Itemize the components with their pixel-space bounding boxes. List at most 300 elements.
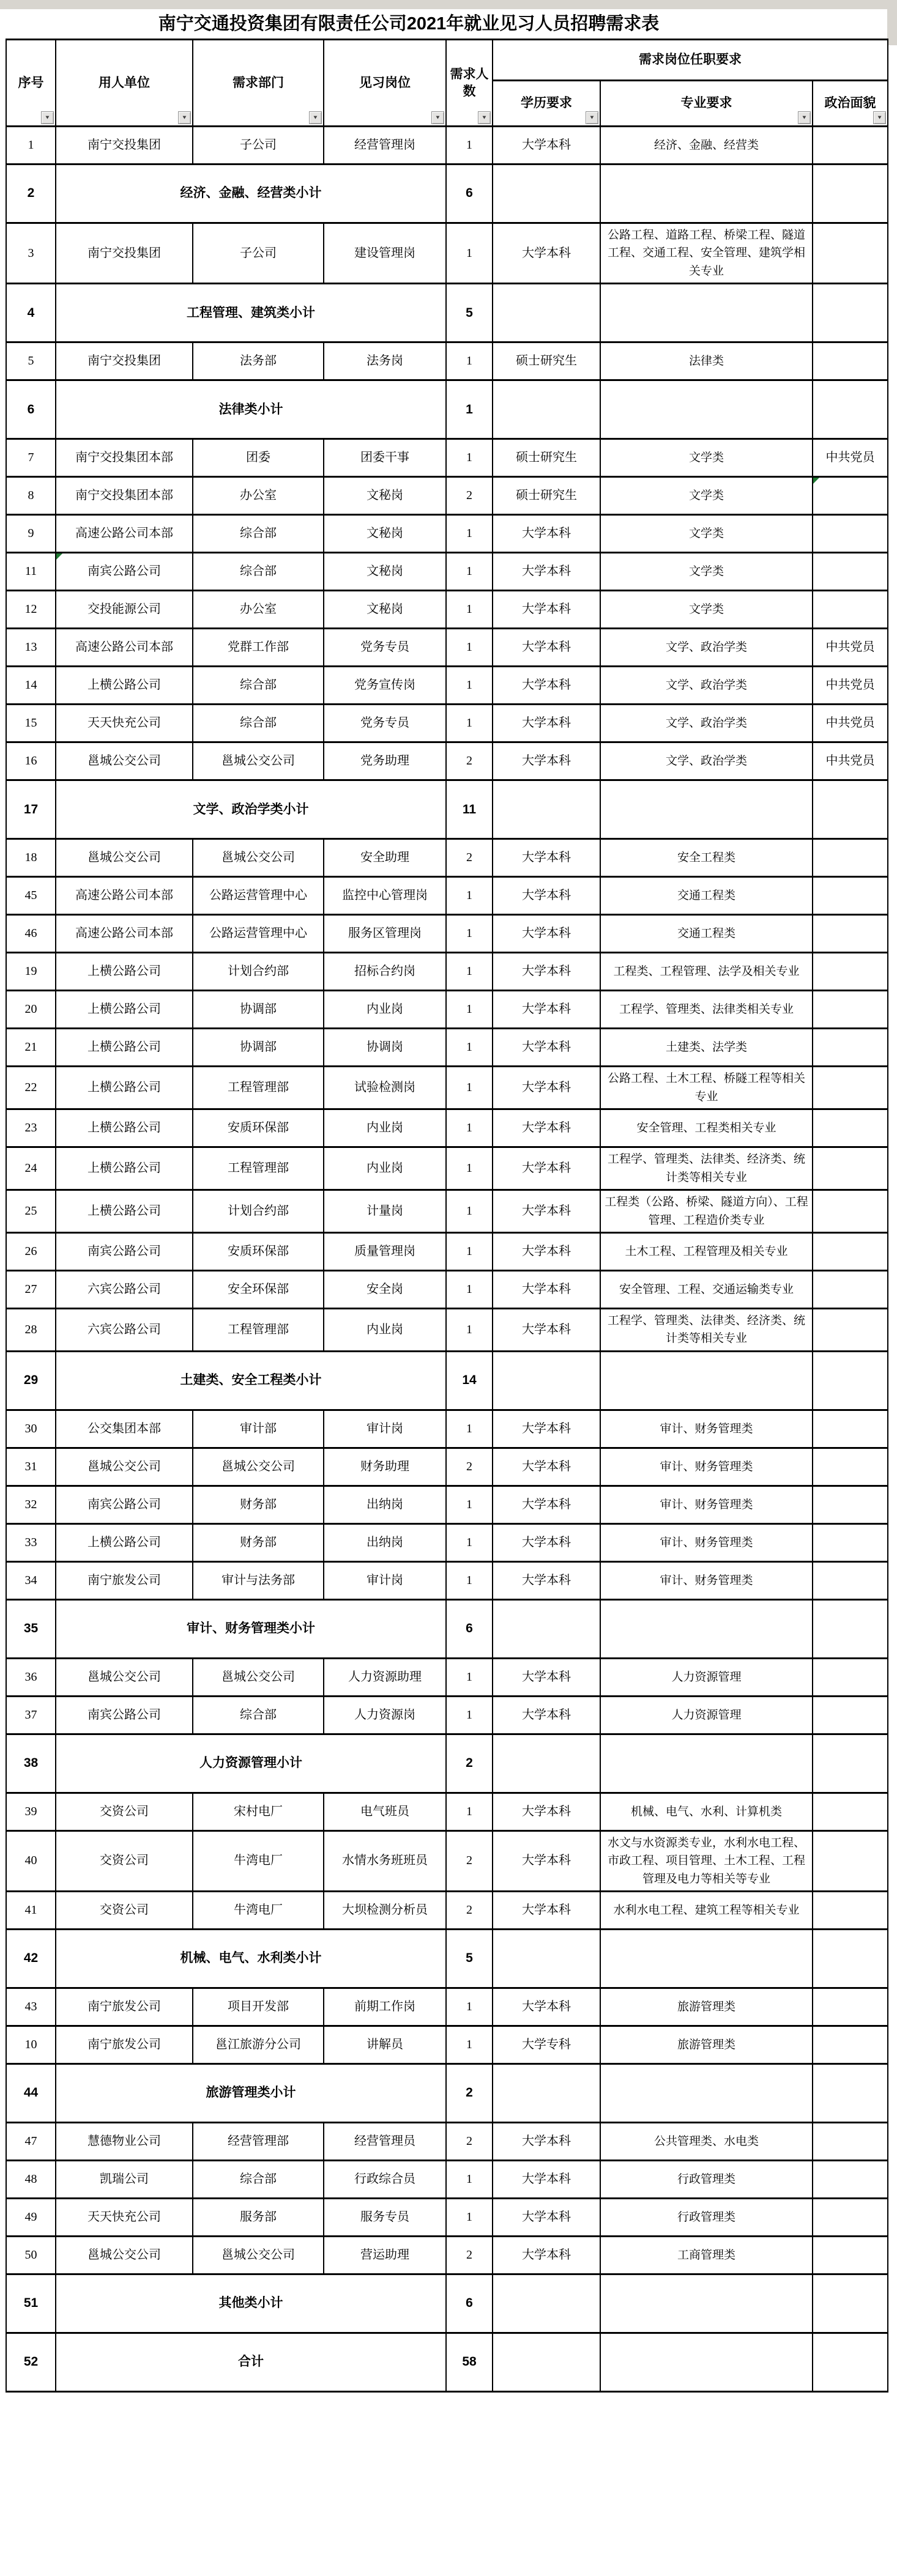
- cell-department: 计划合约部: [193, 1190, 324, 1233]
- cell-index: 42: [6, 1930, 56, 1988]
- table-row: [6, 1147, 888, 1190]
- cell-headcount: 1: [446, 1793, 493, 1830]
- cell-department: 财务部: [193, 1523, 324, 1561]
- cell-politics: 中共党员: [813, 667, 888, 705]
- chevron-down-icon: ▼: [312, 114, 319, 120]
- cell-politics: [813, 1109, 888, 1147]
- filter-button-department[interactable]: [309, 111, 322, 124]
- cell-politics: [813, 1599, 888, 1658]
- cell-politics: [813, 839, 888, 877]
- cell-position: 服务专员: [324, 2199, 446, 2237]
- cell-education: 大学本科: [493, 1988, 600, 2026]
- cell-major: 工程学、管理类、法律类相关专业: [600, 991, 813, 1029]
- cell-education: 大学本科: [493, 1270, 600, 1308]
- cell-politics: [813, 1561, 888, 1599]
- cell-department: 综合部: [193, 2161, 324, 2199]
- cell-education: 大学本科: [493, 1029, 600, 1067]
- cell-employer: 高速公路公司本部: [56, 915, 193, 953]
- table-row: [6, 705, 888, 742]
- cell-index: 43: [6, 1988, 56, 2026]
- cell-education: 大学本科: [493, 629, 600, 667]
- cell-major: 文学、政治学类: [600, 629, 813, 667]
- table-row: [6, 1270, 888, 1308]
- cell-education: [493, 2064, 600, 2123]
- table-row: [6, 1988, 888, 2026]
- cell-index: 47: [6, 2123, 56, 2161]
- cell-position: 出纳岗: [324, 1523, 446, 1561]
- cell-index: 1: [6, 127, 56, 165]
- cell-headcount: 1: [446, 1561, 493, 1599]
- cell-employer: 慧德物业公司: [56, 2123, 193, 2161]
- cell-department: 子公司: [193, 223, 324, 284]
- cell-politics: 中共党员: [813, 742, 888, 780]
- cell-position: 党务助理: [324, 742, 446, 780]
- cell-department: 计划合约部: [193, 953, 324, 991]
- subtotal-row: [6, 1930, 888, 1988]
- cell-politics: [813, 284, 888, 342]
- cell-politics: [813, 1029, 888, 1067]
- cell-education: 大学本科: [493, 667, 600, 705]
- cell-major: 公路工程、道路工程、桥梁工程、隧道工程、交通工程、安全管理、建筑学相关专业: [600, 223, 813, 284]
- cell-index: 34: [6, 1561, 56, 1599]
- table-header: [6, 40, 888, 127]
- cell-politics: [813, 1658, 888, 1696]
- cell-education: 大学本科: [493, 953, 600, 991]
- cell-education: [493, 380, 600, 439]
- cell-index: 25: [6, 1190, 56, 1233]
- cell-headcount: 1: [446, 1147, 493, 1190]
- cell-index: 3: [6, 223, 56, 284]
- cell-index: 12: [6, 591, 56, 629]
- filter-button-education[interactable]: [586, 111, 598, 124]
- table-row: [6, 953, 888, 991]
- cell-index: 21: [6, 1029, 56, 1067]
- cell-department: 党群工作部: [193, 629, 324, 667]
- cell-employer: 南宁交投集团本部: [56, 477, 193, 515]
- table-row: [6, 1658, 888, 1696]
- cell-position: 财务助理: [324, 1448, 446, 1486]
- cell-department: 服务部: [193, 2199, 324, 2237]
- cell-index: 4: [6, 284, 56, 342]
- cell-department: 公路运营管理中心: [193, 915, 324, 953]
- subtotal-row: [6, 780, 888, 839]
- cell-department: 办公室: [193, 591, 324, 629]
- cell-department: 经营管理部: [193, 2123, 324, 2161]
- cell-politics: 中共党员: [813, 705, 888, 742]
- cell-department: 办公室: [193, 477, 324, 515]
- cell-index: 18: [6, 839, 56, 877]
- cell-education: 大学本科: [493, 1658, 600, 1696]
- cell-education: 大学本科: [493, 515, 600, 553]
- header-requirements-group: 需求岗位任职要求: [493, 40, 888, 81]
- header-major: [600, 81, 813, 127]
- cell-education: 大学专科: [493, 2026, 600, 2064]
- cell-position: 服务区管理岗: [324, 915, 446, 953]
- cell-education: [493, 2274, 600, 2333]
- cell-education: 大学本科: [493, 1523, 600, 1561]
- cell-headcount: 1: [446, 991, 493, 1029]
- cell-total-label: 合计: [56, 2333, 446, 2392]
- cell-department: 子公司: [193, 127, 324, 165]
- cell-headcount: 2: [446, 742, 493, 780]
- table-row: [6, 1696, 888, 1734]
- cell-politics: [813, 1930, 888, 1988]
- cell-politics: [813, 2199, 888, 2237]
- cell-position: 文秘岗: [324, 477, 446, 515]
- app-background-strip: [0, 0, 897, 9]
- table-row: [6, 915, 888, 953]
- cell-major: 审计、财务管理类: [600, 1448, 813, 1486]
- cell-headcount: 1: [446, 553, 493, 591]
- table-row: [6, 2199, 888, 2237]
- cell-position: 党务宣传岗: [324, 667, 446, 705]
- cell-employer: 邕城公交公司: [56, 742, 193, 780]
- cell-politics: [813, 1067, 888, 1109]
- cell-politics: [813, 2161, 888, 2199]
- cell-major: 旅游管理类: [600, 2026, 813, 2064]
- cell-department: 团委: [193, 439, 324, 477]
- cell-headcount: 6: [446, 165, 493, 223]
- cell-education: 大学本科: [493, 991, 600, 1029]
- cell-headcount: 1: [446, 2199, 493, 2237]
- cell-employer: 南宾公路公司: [56, 1486, 193, 1523]
- cell-headcount: 2: [446, 2237, 493, 2274]
- cell-position: 内业岗: [324, 1109, 446, 1147]
- header-position-label: 见习岗位: [359, 75, 411, 90]
- cell-politics: [813, 1734, 888, 1793]
- cell-headcount: 1: [446, 915, 493, 953]
- recruitment-table: [6, 39, 888, 2393]
- cell-politics: [813, 165, 888, 223]
- cell-major: [600, 380, 813, 439]
- cell-position: 营运助理: [324, 2237, 446, 2274]
- cell-major: 法律类: [600, 342, 813, 380]
- cell-education: [493, 2333, 600, 2392]
- chevron-down-icon: ▼: [434, 114, 441, 120]
- cell-index: 28: [6, 1308, 56, 1351]
- table-row: [6, 2161, 888, 2199]
- cell-education: 大学本科: [493, 591, 600, 629]
- total-row: [6, 2333, 888, 2392]
- cell-politics: [813, 515, 888, 553]
- cell-department: 邕城公交公司: [193, 2237, 324, 2274]
- cell-major: 文学类: [600, 591, 813, 629]
- cell-politics: [813, 1696, 888, 1734]
- cell-politics: [813, 1410, 888, 1448]
- filter-button-index[interactable]: [41, 111, 54, 124]
- cell-politics: [813, 127, 888, 165]
- header-index: [6, 40, 56, 127]
- filter-button-employer[interactable]: [178, 111, 191, 124]
- subtotal-row: [6, 165, 888, 223]
- cell-major: 经济、金融、经营类: [600, 127, 813, 165]
- table-row: [6, 591, 888, 629]
- cell-index: 27: [6, 1270, 56, 1308]
- cell-position: 党务专员: [324, 629, 446, 667]
- cell-politics: [813, 780, 888, 839]
- cell-employer: 邕城公交公司: [56, 1448, 193, 1486]
- cell-headcount: 1: [446, 342, 493, 380]
- cell-index: 13: [6, 629, 56, 667]
- header-employer-label: 用人单位: [99, 75, 150, 90]
- cell-subtotal-label: 工程管理、建筑类小计: [56, 284, 446, 342]
- cell-position: 审计岗: [324, 1561, 446, 1599]
- cell-index: 38: [6, 1734, 56, 1793]
- cell-headcount: 1: [446, 953, 493, 991]
- cell-index: 6: [6, 380, 56, 439]
- cell-politics: [813, 1830, 888, 1891]
- cell-position: 水情水务班班员: [324, 1830, 446, 1891]
- cell-employer: 南宁旅发公司: [56, 1988, 193, 2026]
- cell-department: 安质环保部: [193, 1109, 324, 1147]
- cell-major: [600, 284, 813, 342]
- filter-button-position[interactable]: [431, 111, 444, 124]
- cell-department: 综合部: [193, 515, 324, 553]
- cell-employer: 上横公路公司: [56, 667, 193, 705]
- cell-position: 安全助理: [324, 839, 446, 877]
- cell-politics: [813, 1270, 888, 1308]
- cell-department: 协调部: [193, 991, 324, 1029]
- cell-major: 工程学、管理类、法律类、经济类、统计类等相关专业: [600, 1147, 813, 1190]
- cell-education: 硕士研究生: [493, 477, 600, 515]
- cell-index: 33: [6, 1523, 56, 1561]
- cell-position: 大坝检测分析员: [324, 1892, 446, 1930]
- cell-major: 安全管理、工程类相关专业: [600, 1109, 813, 1147]
- cell-education: 大学本科: [493, 1561, 600, 1599]
- cell-employer: 高速公路公司本部: [56, 629, 193, 667]
- cell-headcount: 1: [446, 515, 493, 553]
- cell-major: [600, 1351, 813, 1410]
- cell-position: 人力资源助理: [324, 1658, 446, 1696]
- cell-department: 安质环保部: [193, 1232, 324, 1270]
- cell-department: 审计与法务部: [193, 1561, 324, 1599]
- table-row: [6, 1308, 888, 1351]
- cell-department: 牛湾电厂: [193, 1830, 324, 1891]
- cell-department: 宋村电厂: [193, 1793, 324, 1830]
- cell-employer: 高速公路公司本部: [56, 515, 193, 553]
- cell-education: 大学本科: [493, 127, 600, 165]
- cell-education: 大学本科: [493, 1232, 600, 1270]
- cell-education: [493, 1734, 600, 1793]
- cell-headcount: 5: [446, 1930, 493, 1988]
- table-row: [6, 667, 888, 705]
- cell-index: 17: [6, 780, 56, 839]
- cell-index: 41: [6, 1892, 56, 1930]
- cell-department: 协调部: [193, 1029, 324, 1067]
- subtotal-row: [6, 380, 888, 439]
- cell-politics: [813, 877, 888, 915]
- cell-politics: [813, 553, 888, 591]
- cell-major: 审计、财务管理类: [600, 1486, 813, 1523]
- cell-headcount: 5: [446, 284, 493, 342]
- cell-headcount: 1: [446, 1308, 493, 1351]
- cell-department: 财务部: [193, 1486, 324, 1523]
- cell-position: 文秘岗: [324, 591, 446, 629]
- cell-employer: 交资公司: [56, 1793, 193, 1830]
- cell-department: 法务部: [193, 342, 324, 380]
- cell-subtotal-label: 审计、财务管理类小计: [56, 1599, 446, 1658]
- cell-politics: [813, 1351, 888, 1410]
- cell-major: 文学类: [600, 477, 813, 515]
- cell-index: 39: [6, 1793, 56, 1830]
- cell-employer: 公交集团本部: [56, 1410, 193, 1448]
- cell-index: 40: [6, 1830, 56, 1891]
- table-row: [6, 2237, 888, 2274]
- cell-headcount: 2: [446, 1734, 493, 1793]
- cell-employer: 交资公司: [56, 1830, 193, 1891]
- cell-headcount: 1: [446, 1410, 493, 1448]
- cell-headcount: 6: [446, 1599, 493, 1658]
- cell-department: 牛湾电厂: [193, 1892, 324, 1930]
- header-headcount-label: 需求人数: [450, 67, 489, 98]
- cell-major: 审计、财务管理类: [600, 1561, 813, 1599]
- cell-major: 文学、政治学类: [600, 742, 813, 780]
- cell-education: [493, 1930, 600, 1988]
- cell-employer: 天天快充公司: [56, 2199, 193, 2237]
- cell-education: 大学本科: [493, 2199, 600, 2237]
- table-row: [6, 629, 888, 667]
- cell-education: [493, 1599, 600, 1658]
- table-row: [6, 742, 888, 780]
- chevron-down-icon: ▼: [801, 114, 808, 120]
- cell-position: 建设管理岗: [324, 223, 446, 284]
- cell-major: 机械、电气、水利、计算机类: [600, 1793, 813, 1830]
- cell-index: 24: [6, 1147, 56, 1190]
- table-row: [6, 1523, 888, 1561]
- cell-education: 大学本科: [493, 742, 600, 780]
- table-row: [6, 477, 888, 515]
- cell-headcount: 1: [446, 667, 493, 705]
- cell-index: 31: [6, 1448, 56, 1486]
- cell-employer: 六宾公路公司: [56, 1270, 193, 1308]
- table-row: [6, 1109, 888, 1147]
- cell-department: 安全环保部: [193, 1270, 324, 1308]
- cell-employer: 邕城公交公司: [56, 839, 193, 877]
- cell-position: 行政综合员: [324, 2161, 446, 2199]
- cell-headcount: 1: [446, 1270, 493, 1308]
- cell-subtotal-label: 文学、政治学类小计: [56, 780, 446, 839]
- filter-button-headcount[interactable]: [478, 111, 491, 124]
- cell-department: 综合部: [193, 667, 324, 705]
- cell-major: 文学类: [600, 515, 813, 553]
- cell-position: 文秘岗: [324, 553, 446, 591]
- header-row-1: [6, 40, 888, 81]
- cell-headcount: 2: [446, 477, 493, 515]
- cell-position: 监控中心管理岗: [324, 877, 446, 915]
- cell-employer: 天天快充公司: [56, 705, 193, 742]
- header-major-label: 专业要求: [680, 96, 732, 111]
- cell-major: 公共管理类、水电类: [600, 2123, 813, 2161]
- cell-employer: 南宁旅发公司: [56, 2026, 193, 2064]
- cell-employer: 南宁交投集团本部: [56, 439, 193, 477]
- cell-position: 计量岗: [324, 1190, 446, 1233]
- cell-major: 人力资源管理: [600, 1658, 813, 1696]
- cell-education: 大学本科: [493, 1830, 600, 1891]
- cell-index: 14: [6, 667, 56, 705]
- cell-headcount: 1: [446, 223, 493, 284]
- subtotal-row: [6, 1599, 888, 1658]
- header-politics-label: 政治面貌: [824, 96, 876, 111]
- cell-subtotal-label: 法律类小计: [56, 380, 446, 439]
- cell-index: 19: [6, 953, 56, 991]
- chevron-down-icon: ▼: [481, 114, 488, 120]
- cell-index: 5: [6, 342, 56, 380]
- cell-employer: 六宾公路公司: [56, 1308, 193, 1351]
- cell-department: 综合部: [193, 1696, 324, 1734]
- table-row: [6, 127, 888, 165]
- cell-position: 内业岗: [324, 1147, 446, 1190]
- cell-education: 大学本科: [493, 1109, 600, 1147]
- cell-department: 邕城公交公司: [193, 1448, 324, 1486]
- cell-major: 安全管理、工程、交通运输类专业: [600, 1270, 813, 1308]
- cell-index: 36: [6, 1658, 56, 1696]
- cell-headcount: 1: [446, 1190, 493, 1233]
- header-department-label: 需求部门: [233, 75, 284, 90]
- cell-politics: [813, 1308, 888, 1351]
- cell-employer: 南宾公路公司: [56, 1232, 193, 1270]
- cell-headcount: 1: [446, 1232, 493, 1270]
- cell-major: 交通工程类: [600, 877, 813, 915]
- cell-position: 试验检测岗: [324, 1067, 446, 1109]
- cell-index: 37: [6, 1696, 56, 1734]
- table-row: [6, 1029, 888, 1067]
- cell-employer: 交投能源公司: [56, 591, 193, 629]
- cell-index: 10: [6, 2026, 56, 2064]
- table-row: [6, 553, 888, 591]
- cell-position: 人力资源岗: [324, 1696, 446, 1734]
- cell-major: 土建类、法学类: [600, 1029, 813, 1067]
- cell-department: 邕城公交公司: [193, 1658, 324, 1696]
- cell-politics: [813, 2274, 888, 2333]
- cell-major: 水利水电工程、建筑工程等相关专业: [600, 1892, 813, 1930]
- cell-headcount: 1: [446, 380, 493, 439]
- cell-education: 大学本科: [493, 1696, 600, 1734]
- header-headcount: [446, 40, 493, 127]
- cell-education: 大学本科: [493, 1190, 600, 1233]
- table-row: [6, 839, 888, 877]
- chevron-down-icon: ▼: [589, 114, 595, 120]
- table-row: [6, 1448, 888, 1486]
- cell-employer: 南宁交投集团: [56, 127, 193, 165]
- cell-major: [600, 2333, 813, 2392]
- cell-education: 大学本科: [493, 915, 600, 953]
- cell-education: 大学本科: [493, 223, 600, 284]
- cell-index: 8: [6, 477, 56, 515]
- cell-politics: [813, 1147, 888, 1190]
- cell-politics: [813, 1523, 888, 1561]
- header-education-label: 学历要求: [521, 96, 572, 111]
- cell-employer: 上横公路公司: [56, 1147, 193, 1190]
- cell-headcount: 1: [446, 1696, 493, 1734]
- cell-education: 大学本科: [493, 839, 600, 877]
- cell-department: 综合部: [193, 705, 324, 742]
- cell-politics: [813, 2026, 888, 2064]
- cell-politics: [813, 1892, 888, 1930]
- table-row: [6, 1793, 888, 1830]
- cell-index: 26: [6, 1232, 56, 1270]
- table-row: [6, 342, 888, 380]
- filter-button-major[interactable]: [798, 111, 811, 124]
- cell-education: 大学本科: [493, 1410, 600, 1448]
- cell-subtotal-label: 经济、金融、经营类小计: [56, 165, 446, 223]
- cell-subtotal-label: 土建类、安全工程类小计: [56, 1351, 446, 1410]
- cell-education: 硕士研究生: [493, 439, 600, 477]
- filter-button-politics[interactable]: [873, 111, 886, 124]
- cell-politics: [813, 223, 888, 284]
- cell-employer: 上横公路公司: [56, 1067, 193, 1109]
- cell-index: 52: [6, 2333, 56, 2392]
- cell-index: 35: [6, 1599, 56, 1658]
